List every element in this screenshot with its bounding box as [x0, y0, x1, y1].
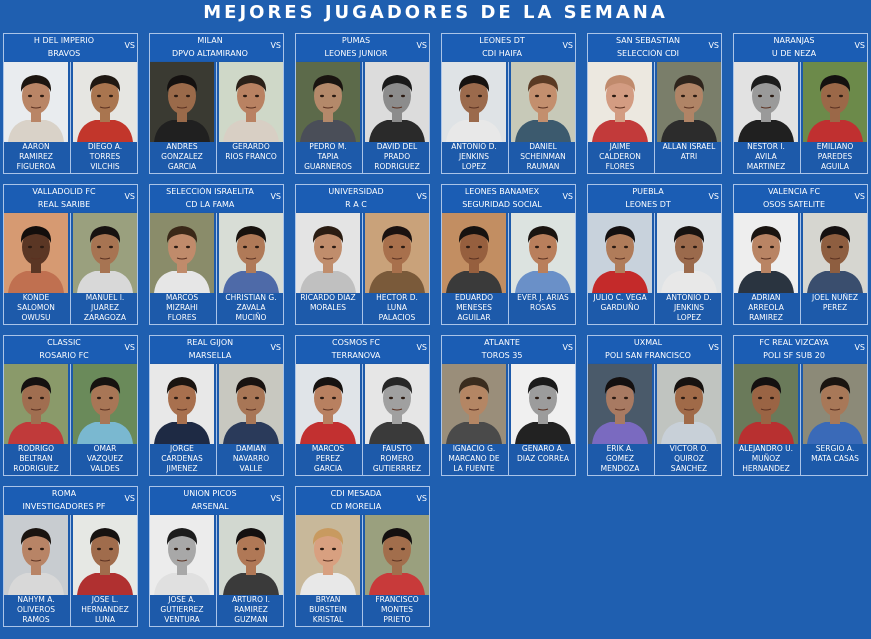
player-name: NAHYM A. OLIVEROS RAMOS — [16, 595, 56, 624]
player-name: DIEGO A. TORRES VILCHIS — [87, 142, 123, 171]
player-divider — [216, 364, 217, 475]
player-divider — [216, 515, 217, 626]
player-photo — [511, 364, 575, 444]
vs-label: VS — [416, 41, 427, 50]
match-card — [587, 33, 722, 174]
match-header — [734, 185, 867, 212]
match-header — [150, 487, 283, 514]
player-divider — [70, 213, 71, 324]
player-photo — [442, 213, 506, 293]
match-header — [296, 185, 429, 212]
player-divider — [362, 213, 363, 324]
player-photo — [150, 515, 214, 595]
team-b-label: ROSARIO FC — [39, 351, 89, 360]
team-b-label: INVESTIGADORES PF — [22, 502, 106, 511]
player-photo — [588, 213, 652, 293]
vs-label: VS — [124, 494, 135, 503]
player-photo — [511, 213, 575, 293]
player-photo — [150, 62, 214, 142]
match-card — [441, 184, 576, 325]
team-a-label: UXMAL — [633, 338, 663, 347]
player-divider — [70, 364, 71, 475]
team-b-label: LEONES JUNIOR — [324, 49, 388, 58]
team-a-label: NARANJAS — [773, 36, 815, 45]
player-name: MARCOS PEREZ GARCIA — [311, 444, 345, 473]
player-photo — [296, 515, 360, 595]
vs-label: VS — [124, 192, 135, 201]
vs-label: VS — [416, 494, 427, 503]
player-name: MANUEL I. JUAREZ ZARAGOZA — [83, 293, 127, 322]
player-divider — [362, 364, 363, 475]
player-name: JOSE A. GUTIERREZ VENTURA — [160, 595, 204, 624]
player-name: IGNACIO G. MARCANO DE LA FUENTE — [448, 444, 500, 473]
team-b-label: R A C — [345, 200, 367, 209]
team-a-label: ROMA — [51, 489, 77, 498]
player-photo — [219, 62, 283, 142]
match-card — [295, 33, 430, 174]
team-b-label: OSOS SATELITE — [762, 200, 826, 209]
player-name: CHRISTIAN G. ZAVALA MUCIÑO — [225, 293, 277, 322]
match-card — [733, 335, 868, 476]
player-photo — [442, 364, 506, 444]
player-divider — [800, 213, 801, 324]
team-b-label: POLI SF SUB 20 — [763, 351, 825, 360]
vs-label: VS — [562, 41, 573, 50]
player-photo — [150, 213, 214, 293]
player-photo — [73, 515, 137, 595]
player-divider — [654, 213, 655, 324]
player-name: BRYAN BURSTEIN KRISTAL — [309, 595, 347, 624]
player-name: ANDRES GONZALEZ GARCIA — [161, 142, 203, 171]
player-name: RICARDO DIAZ MORALES — [300, 293, 356, 312]
match-card — [3, 335, 138, 476]
match-header — [734, 336, 867, 363]
player-photo — [657, 62, 721, 142]
match-card — [587, 184, 722, 325]
match-header — [4, 185, 137, 212]
vs-label: VS — [708, 41, 719, 50]
team-b-label: CD LA FAMA — [185, 200, 235, 209]
matches-grid — [3, 33, 869, 633]
team-b-label: U DE NEZA — [771, 49, 817, 58]
match-card — [149, 33, 284, 174]
vs-label: VS — [854, 343, 865, 352]
vs-label: VS — [416, 192, 427, 201]
player-divider — [362, 62, 363, 173]
player-name: OMAR VAZQUEZ VALDES — [86, 444, 124, 473]
match-card — [733, 184, 868, 325]
player-divider — [800, 364, 801, 475]
player-name: ANTONIO D. JENKINS LOPEZ — [451, 142, 497, 171]
player-photo — [150, 364, 214, 444]
team-b-label: TOROS 35 — [481, 351, 523, 360]
match-header — [442, 336, 575, 363]
team-b-label: MARSELLA — [188, 351, 232, 360]
player-photo — [219, 364, 283, 444]
player-photo — [365, 62, 429, 142]
player-name: VICTOR O. QUIROZ SANCHEZ — [669, 444, 709, 473]
player-name: SERGIO A. MATA CASAS — [811, 444, 859, 463]
player-photo — [219, 515, 283, 595]
player-photo — [734, 364, 798, 444]
match-header — [296, 487, 429, 514]
vs-label: VS — [124, 41, 135, 50]
match-card — [295, 486, 430, 627]
player-name: DANIEL SCHEINMAN RAUMAN — [520, 142, 566, 171]
team-b-label: BRAVOS — [47, 49, 81, 58]
team-a-label: FC REAL VIZCAYA — [759, 338, 829, 347]
match-header — [4, 336, 137, 363]
player-divider — [654, 62, 655, 173]
player-photo — [4, 364, 68, 444]
team-b-label: REAL SARIBE — [37, 200, 91, 209]
match-card — [3, 184, 138, 325]
player-name: GENARO A. DIAZ CORREA — [516, 444, 570, 463]
player-name: GERARDO RIOS FRANCO — [225, 142, 277, 161]
team-a-label: PUEBLA — [632, 187, 664, 196]
vs-label: VS — [270, 41, 281, 50]
player-name: ERIK A. GOMEZ MENDOZA — [600, 444, 640, 473]
player-photo — [365, 213, 429, 293]
match-card — [587, 335, 722, 476]
match-card — [3, 33, 138, 174]
player-divider — [362, 515, 363, 626]
player-name: AARON RAMIREZ FIGUEROA — [16, 142, 56, 171]
player-divider — [216, 62, 217, 173]
player-photo — [803, 62, 867, 142]
player-photo — [657, 364, 721, 444]
player-photo — [803, 213, 867, 293]
player-photo — [4, 515, 68, 595]
match-header — [296, 336, 429, 363]
vs-label: VS — [854, 192, 865, 201]
player-photo — [588, 62, 652, 142]
player-photo — [365, 364, 429, 444]
player-name: HECTOR D. LUNA PALACIOS — [376, 293, 418, 322]
player-divider — [508, 62, 509, 173]
vs-label: VS — [270, 192, 281, 201]
match-header — [442, 185, 575, 212]
team-a-label: LEONES BANAMEX — [464, 187, 540, 196]
match-card — [3, 486, 138, 627]
player-photo — [442, 62, 506, 142]
match-header — [588, 185, 721, 212]
team-b-label: CD MORELIA — [330, 502, 382, 511]
player-name: PEDRO M. TAPIA GUARNEROS — [304, 142, 352, 171]
vs-label: VS — [270, 343, 281, 352]
player-name: ALEJANDRO U. MUÑOZ HERNANDEZ — [738, 444, 794, 473]
player-divider — [800, 62, 801, 173]
team-b-label: CDI HAIFA — [482, 49, 522, 58]
player-photo — [219, 213, 283, 293]
player-name: DAVID DEL PRADO RODRIGUEZ — [374, 142, 420, 171]
player-photo — [803, 364, 867, 444]
team-a-label: MILAN — [197, 36, 223, 45]
player-photo — [511, 62, 575, 142]
match-header — [4, 487, 137, 514]
team-a-label: ATLANTE — [484, 338, 520, 347]
player-name: JORGE CARDENAS JIMENEZ — [161, 444, 203, 473]
player-photo — [365, 515, 429, 595]
team-a-label: H DEL IMPERIO — [33, 36, 95, 45]
team-b-label: DPVO ALTAMIRANO — [172, 49, 248, 58]
player-divider — [508, 364, 509, 475]
team-b-label: POLI SAN FRANCISCO — [605, 351, 691, 360]
team-a-label: REAL GIJON — [186, 338, 234, 347]
match-header — [150, 336, 283, 363]
team-b-label: SELECCIÓN CDI — [616, 49, 680, 58]
player-photo — [734, 213, 798, 293]
player-name: FAUSTO ROMERO GUTIERRREZ — [372, 444, 422, 473]
player-name: EDUARDO MENESES AGUILAR — [454, 293, 494, 322]
team-a-label: COSMOS FC — [332, 338, 380, 347]
player-name: RODRIGO BELTRAN RODRIGUEZ — [13, 444, 59, 473]
match-header — [734, 34, 867, 61]
match-card — [149, 184, 284, 325]
team-b-label: TERRANOVA — [331, 351, 381, 360]
player-name: ANTONIO D. JENKINS LOPEZ — [666, 293, 712, 322]
player-name: NESTOR I. AVILA MARTINEZ — [746, 142, 786, 171]
player-name: EMILIANO PAREDES AGUILA — [816, 142, 854, 171]
player-name: JAIME CALDERON FLORES — [599, 142, 641, 171]
vs-label: VS — [562, 343, 573, 352]
match-card — [733, 33, 868, 174]
player-name: ALLAN ISRAEL ATRI — [662, 142, 716, 161]
match-header — [150, 34, 283, 61]
player-name: JOEL NUÑEZ PEREZ — [811, 293, 858, 312]
player-photo — [73, 213, 137, 293]
team-b-label: ARSENAL — [191, 502, 229, 511]
player-photo — [296, 213, 360, 293]
player-name: MARCOS MIZRAHI FLORES — [165, 293, 199, 322]
player-photo — [588, 364, 652, 444]
player-divider — [70, 62, 71, 173]
player-divider — [216, 213, 217, 324]
player-photo — [4, 213, 68, 293]
vs-label: VS — [562, 192, 573, 201]
player-name: DAMIAN NAVARRO VALLE — [232, 444, 270, 473]
player-photo — [296, 364, 360, 444]
player-photo — [657, 213, 721, 293]
match-header — [4, 34, 137, 61]
player-name: JULIO C. VEGA GARDUÑO — [593, 293, 647, 312]
player-photo — [73, 62, 137, 142]
player-photo — [73, 364, 137, 444]
vs-label: VS — [708, 192, 719, 201]
vs-label: VS — [124, 343, 135, 352]
match-card — [295, 184, 430, 325]
match-header — [588, 34, 721, 61]
match-card — [149, 335, 284, 476]
match-card — [295, 335, 430, 476]
team-a-label: SAN SEBASTIAN — [615, 36, 681, 45]
match-header — [296, 34, 429, 61]
team-a-label: CDI MESADA — [330, 489, 382, 498]
team-a-label: UNIVERSIDAD — [328, 187, 384, 196]
vs-label: VS — [270, 494, 281, 503]
team-b-label: SEGURIDAD SOCIAL — [462, 200, 542, 209]
vs-label: VS — [854, 41, 865, 50]
team-a-label: SELECCIÓN ISRAELITA — [166, 187, 254, 196]
match-card — [441, 335, 576, 476]
player-divider — [70, 515, 71, 626]
team-a-label: UNION PICOS — [183, 489, 237, 498]
team-a-label: VALLADOLID FC — [32, 187, 96, 196]
team-b-label: LEONES DT — [625, 200, 671, 209]
player-name: EVER J. ARIAS ROSAS — [517, 293, 569, 312]
player-name: KONDE SALOMON OWUSU — [17, 293, 55, 322]
team-a-label: CLASSIC — [47, 338, 81, 347]
player-name: ADRIAN ARREOLA RAMIREZ — [748, 293, 784, 322]
player-photo — [296, 62, 360, 142]
vs-label: VS — [416, 343, 427, 352]
match-header — [442, 34, 575, 61]
player-divider — [654, 364, 655, 475]
player-name: FRANCISCO MONTES PRIETO — [375, 595, 419, 624]
player-photo — [734, 62, 798, 142]
player-name: ARTURO I. RAMIREZ GUZMAN — [232, 595, 270, 624]
player-photo — [4, 62, 68, 142]
match-header — [588, 336, 721, 363]
match-header — [150, 185, 283, 212]
page-title: MEJORES JUGADORES DE LA SEMANA — [203, 2, 668, 23]
team-a-label: VALENCIA FC — [767, 187, 821, 196]
match-card — [149, 486, 284, 627]
team-a-label: LEONES DT — [479, 36, 525, 45]
player-divider — [508, 213, 509, 324]
player-name: JOSE L. HERNANDEZ LUNA — [81, 595, 129, 624]
team-a-label: PUMAS — [341, 36, 371, 45]
match-card — [441, 33, 576, 174]
vs-label: VS — [708, 343, 719, 352]
